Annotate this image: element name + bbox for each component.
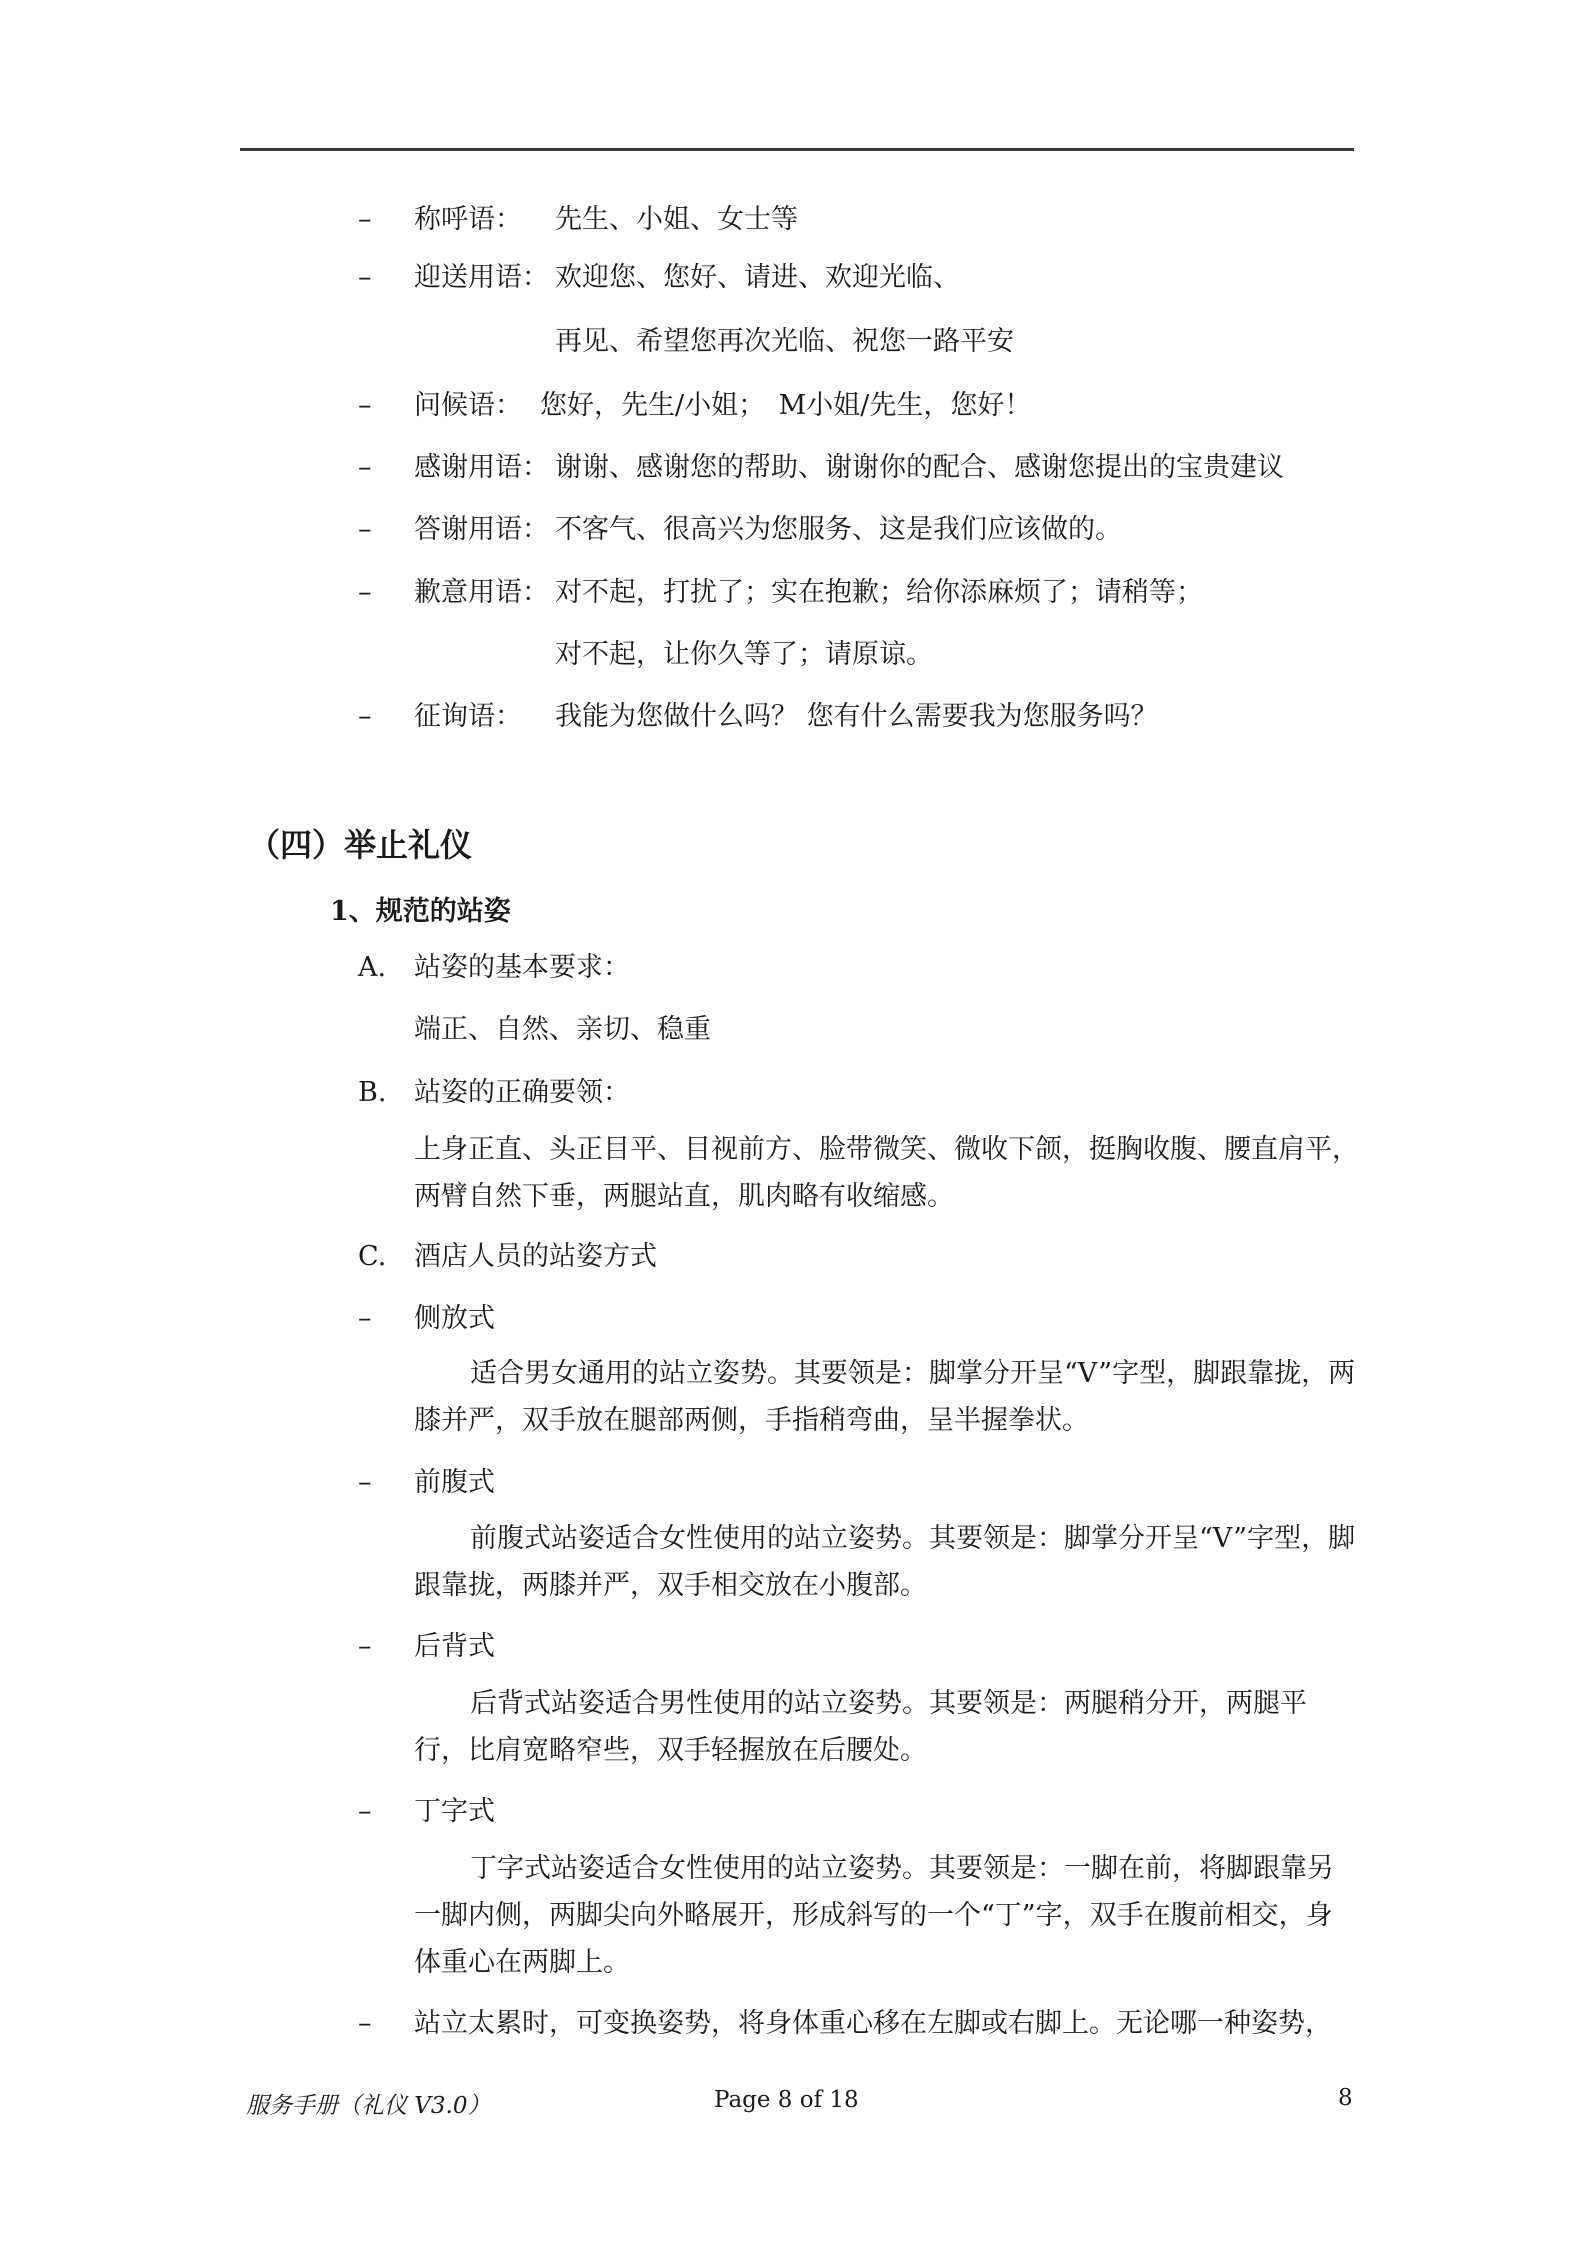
list-dash: – xyxy=(358,1467,372,1498)
list-dash: – xyxy=(358,2008,372,2039)
list-item-text: 不客气、很高兴为您服务、这是我们应该做的。 xyxy=(555,514,1122,545)
style-name: 前腹式 xyxy=(414,1467,495,1498)
list-item-label: 迎送用语： xyxy=(414,262,549,293)
section-heading: （四）举止礼仪 xyxy=(248,826,473,864)
style-description: 适合男女通用的站立姿势。其要领是：脚掌分开呈“V”字型，脚跟靠拢，两膝并严，双手放在腿部两侧，手指稍弯曲，呈半握拳状。 xyxy=(414,1358,1356,1436)
item-title-a: 站姿的基本要求： xyxy=(414,952,630,983)
style-description: 前腹式站姿适合女性使用的站立姿势。其要领是：脚掌分开呈“V”字型，脚跟靠拢，两膝并严，双手相交放在小腹部。 xyxy=(414,1523,1356,1601)
list-dash: – xyxy=(358,452,372,483)
list-item-text: 先生、小姐、女士等 xyxy=(555,204,798,235)
list-dash: – xyxy=(358,390,372,421)
list-item-text: 欢迎您、您好、请进、欢迎光临、 xyxy=(555,262,960,293)
list-dash: – xyxy=(358,262,372,293)
list-dash: – xyxy=(358,514,372,545)
item-title-c: 酒店人员的站姿方式 xyxy=(414,1241,657,1272)
list-item-label: 歉意用语： xyxy=(414,577,549,608)
list-dash: – xyxy=(358,701,372,732)
footer-page-number: 8 xyxy=(1338,2085,1353,2111)
list-dash: – xyxy=(358,577,372,608)
list-dash: – xyxy=(358,1796,372,1827)
style-description: 丁字式站姿适合女性使用的站立姿势。其要领是：一脚在前，将脚跟靠另一脚内侧，两脚尖向外略展开，形成斜写的一个“丁”字，双手在腹前相交，身体重心在两脚上。 xyxy=(414,1853,1334,1978)
list-item-label: 答谢用语： xyxy=(414,514,549,545)
header-rule xyxy=(240,148,1354,151)
trailing-line: 站立太累时，可变换姿势，将身体重心移在左脚或右脚上。无论哪一种姿势， xyxy=(414,2008,1332,2039)
subsection-heading: 1、规范的站姿 xyxy=(330,896,511,927)
item-letter-b: B. xyxy=(358,1077,387,1108)
list-item-label: 征询语： xyxy=(414,701,522,732)
list-item-text: 谢谢、感谢您的帮助、谢谢你的配合、感谢您提出的宝贵建议 xyxy=(555,452,1284,483)
list-item-continuation: 再见、希望您再次光临、祝您一路平安 xyxy=(555,326,1014,357)
style-description: 后背式站姿适合男性使用的站立姿势。其要领是：两腿稍分开，两腿平行，比肩宽略窄些，双手轻握放在后腰处。 xyxy=(414,1688,1307,1766)
list-dash: – xyxy=(358,1631,372,1662)
style-name: 丁字式 xyxy=(414,1796,495,1827)
list-item-label: 称呼语： xyxy=(414,204,522,235)
item-text-b: 上身正直、头正目平、目视前方、脸带微笑、微收下颌，挺胸收腹、腰直肩平，两臂自然下垂，两腿站直，肌肉略有收缩感。 xyxy=(414,1134,1359,1212)
list-item-label: 问候语： xyxy=(414,390,522,421)
item-letter-c: C. xyxy=(358,1241,387,1272)
list-item-text: 我能为您做什么吗？ 您有什么需要我为您服务吗？ xyxy=(555,701,1158,732)
item-title-b: 站姿的正确要领： xyxy=(414,1077,630,1108)
list-item-text: 您好，先生/小姐； M小姐/先生，您好！ xyxy=(540,390,1032,421)
style-name: 后背式 xyxy=(414,1631,495,1662)
list-dash: – xyxy=(358,1303,372,1334)
item-text-a: 端正、自然、亲切、稳重 xyxy=(414,1014,711,1045)
style-name: 侧放式 xyxy=(414,1303,495,1334)
list-item-text: 对不起，打扰了；实在抱歉；给你添麻烦了；请稍等； xyxy=(555,577,1203,608)
list-item-label: 感谢用语： xyxy=(414,452,549,483)
item-letter-a: A. xyxy=(358,952,387,983)
list-item-continuation: 对不起，让你久等了；请原谅。 xyxy=(555,639,933,670)
list-dash: – xyxy=(358,204,372,235)
footer-document-title: 服务手册（礼仪 V3.0） xyxy=(246,2093,491,2119)
footer-page-indicator: Page 8 of 18 xyxy=(714,2087,859,2113)
